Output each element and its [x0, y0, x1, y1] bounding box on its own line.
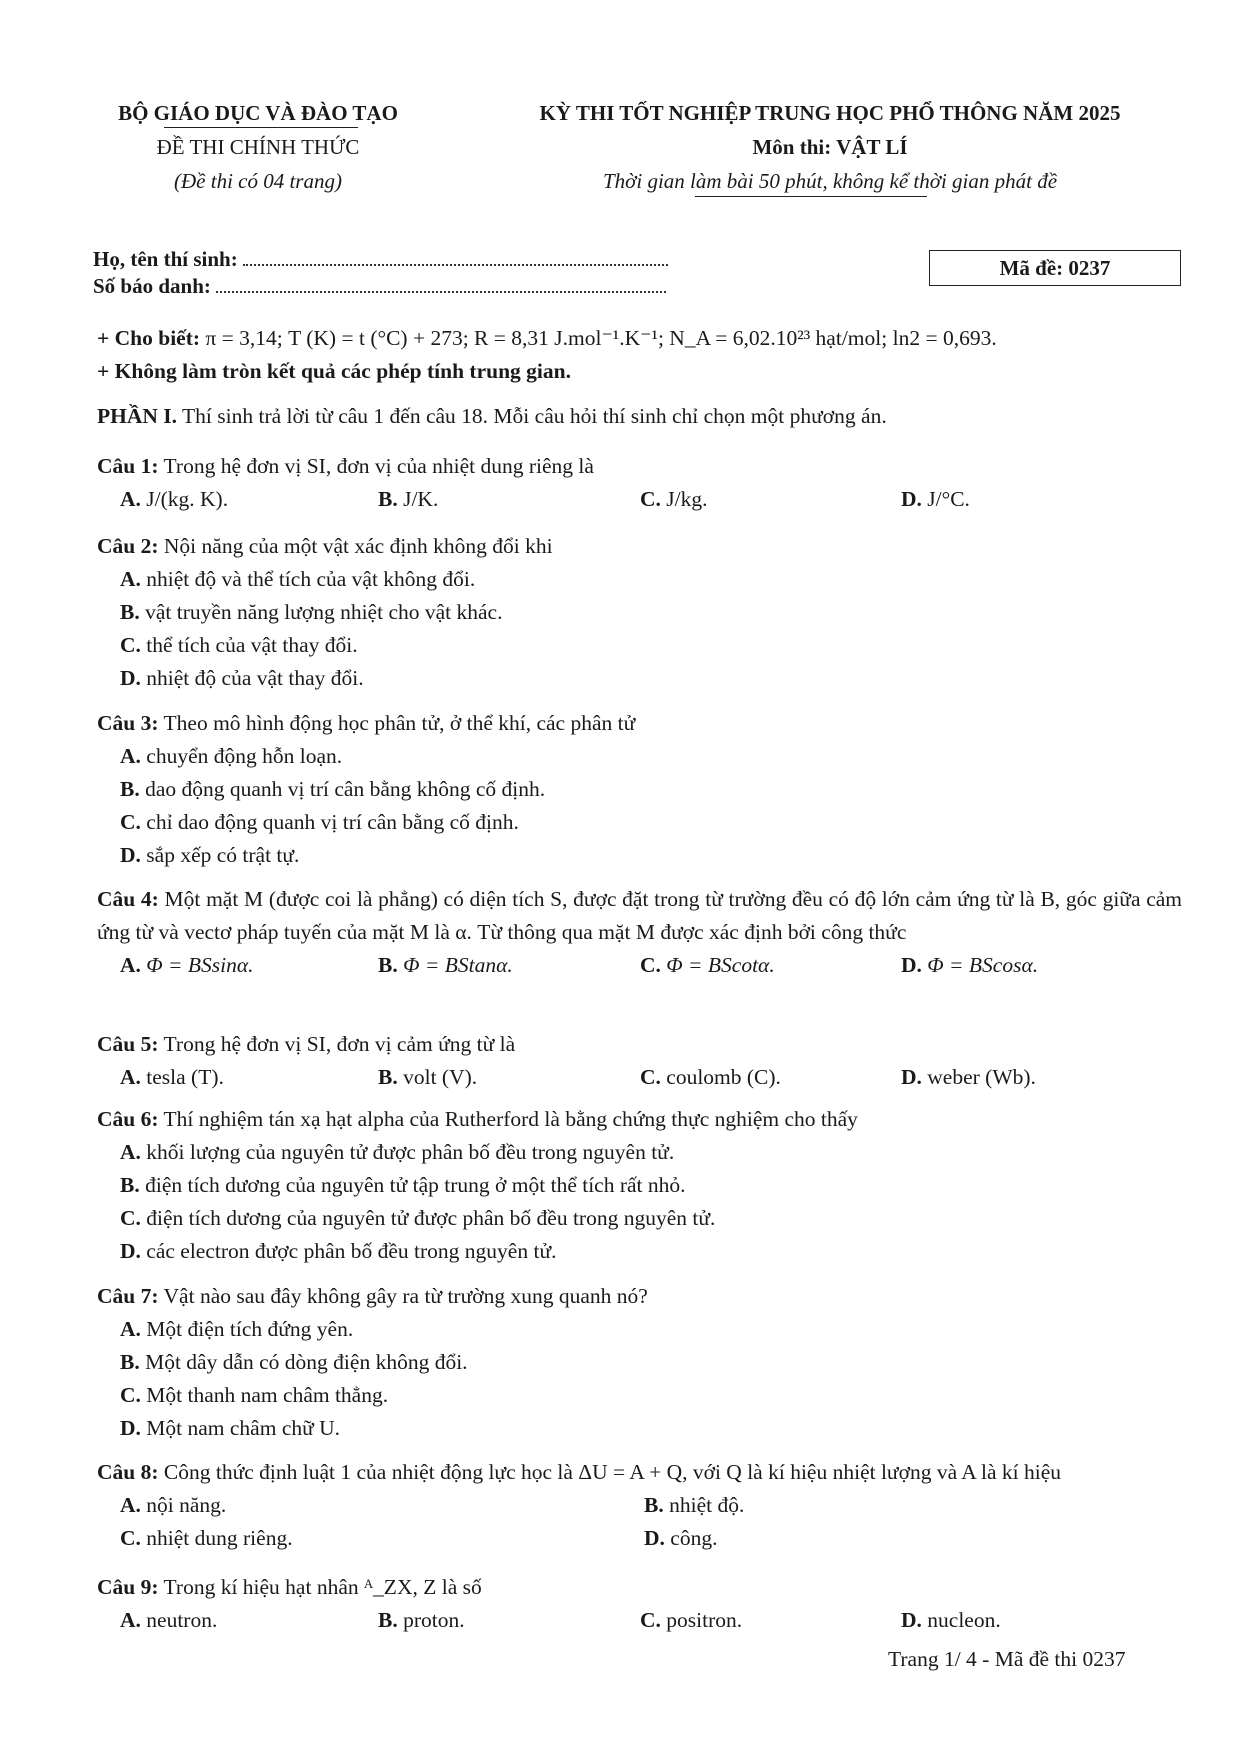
question-stem: Trong kí hiệu hạt nhân ᴬ_ZX, Z là số — [163, 1575, 482, 1599]
exam-type: ĐỀ THI CHÍNH THỨC — [156, 135, 360, 159]
option-d[interactable]: D. weber (Wb). — [901, 1065, 1036, 1089]
question-label: Câu 8: — [97, 1460, 159, 1484]
given-label: + Cho biết: — [97, 326, 201, 350]
candidate-id-label: Số báo danh: — [93, 274, 211, 298]
option-d[interactable]: D. Φ = BScosα. — [901, 953, 1039, 977]
question-stem: Thí nghiệm tán xạ hạt alpha của Rutherford là bằng chứng thực nghiệm cho thấy — [163, 1107, 858, 1131]
const-temp: T (K) = t (°C) + 273; — [288, 326, 469, 350]
header-left — [108, 96, 408, 198]
option-a[interactable]: A. nội năng. — [120, 1493, 227, 1517]
question-3 — [97, 707, 635, 872]
option-a[interactable]: A. J/(kg. K). — [120, 487, 229, 511]
question-label: Câu 5: — [97, 1032, 159, 1056]
option-b[interactable]: B. dao động quanh vị trí cân bằng không cố định. — [120, 777, 546, 801]
time-note: Thời gian làm bài 50 phút, không kể thời gian phát đề — [602, 169, 1058, 193]
question-5 — [97, 1028, 1036, 1094]
exam-code-label: Mã đề: — [999, 256, 1064, 280]
question-2 — [97, 530, 553, 695]
question-label: Câu 9: — [97, 1575, 159, 1599]
option-b[interactable]: B. proton. — [378, 1608, 465, 1632]
question-label: Câu 1: — [97, 454, 159, 478]
option-b[interactable]: B. Một dây dẫn có dòng điện không đổi. — [120, 1350, 468, 1374]
option-b[interactable]: B. nhiệt độ. — [644, 1493, 745, 1517]
pages-note: (Đề thi có 04 trang) — [174, 169, 342, 193]
question-stem: Trong hệ đơn vị SI, đơn vị của nhiệt dung riêng là — [163, 454, 594, 478]
subject-name: VẬT LÍ — [836, 135, 908, 159]
question-label: Câu 7: — [97, 1284, 159, 1308]
candidate-id-field[interactable] — [216, 277, 666, 293]
option-d[interactable]: D. các electron được phân bố đều trong nguyên tử. — [120, 1239, 557, 1263]
option-d[interactable]: D. nucleon. — [901, 1608, 1001, 1632]
option-a[interactable]: A. Φ = BSsinα. — [120, 953, 254, 977]
option-a[interactable]: A. nhiệt độ và thể tích của vật không đổi. — [120, 567, 476, 591]
option-a[interactable]: A. Một điện tích đứng yên. — [120, 1317, 354, 1341]
question-8 — [97, 1456, 1061, 1555]
option-c[interactable]: C. thể tích của vật thay đổi. — [120, 633, 358, 657]
question-9 — [97, 1571, 1001, 1637]
candidate-name-field[interactable] — [243, 250, 668, 266]
question-label: Câu 6: — [97, 1107, 159, 1131]
question-4 — [97, 883, 1182, 982]
option-c[interactable]: C. J/kg. — [640, 487, 708, 511]
question-stem: Nội năng của một vật xác định không đổi khi — [163, 534, 553, 558]
option-c[interactable]: C. điện tích dương của nguyên tử được phân bố đều trong nguyên tử. — [120, 1206, 716, 1230]
const-avogadro: N_A = 6,02.10²³ hạt/mol; — [669, 326, 888, 350]
question-stem: Một mặt M (được coi là phẳng) có diện tích S, được đặt trong từ trường đều có độ lớn cảm ứng từ là B, góc giữa cảm ứng từ và vectơ pháp tuyến của mặt M là α. Từ thông qua mặt M được xác định bởi công thức — [97, 887, 1182, 944]
option-c[interactable]: C. Φ = BScotα. — [640, 953, 775, 977]
option-a[interactable]: A. chuyển động hỗn loạn. — [120, 744, 343, 768]
question-stem: Vật nào sau đây không gây ra từ trường xung quanh nó? — [163, 1284, 648, 1308]
exam-title: KỲ THI TỐT NGHIỆP TRUNG HỌC PHỔ THÔNG NĂM 2025 — [539, 101, 1121, 125]
exam-code-box — [929, 250, 1181, 286]
question-7 — [97, 1280, 648, 1445]
option-b[interactable]: B. điện tích dương của nguyên tử tập trung ở một thể tích rất nhỏ. — [120, 1173, 686, 1197]
option-c[interactable]: C. coulomb (C). — [640, 1065, 781, 1089]
option-b[interactable]: B. Φ = BStanα. — [378, 953, 513, 977]
subject-label: Môn thi: — [752, 135, 832, 159]
option-c[interactable]: C. nhiệt dung riêng. — [120, 1526, 293, 1550]
question-stem: Công thức định luật 1 của nhiệt động lực học là ΔU = A + Q, với Q là kí hiệu nhiệt lượng và A là kí hiệu — [163, 1460, 1062, 1484]
option-d[interactable]: D. sắp xếp có trật tự. — [120, 843, 300, 867]
const-gas: R = 8,31 J.mol⁻¹.K⁻¹; — [474, 326, 664, 350]
option-c[interactable]: C. Một thanh nam châm thẳng. — [120, 1383, 389, 1407]
option-a[interactable]: A. neutron. — [120, 1608, 218, 1632]
exam-code-value: 0237 — [1068, 256, 1111, 280]
candidate-name-label: Họ, tên thí sinh: — [93, 247, 238, 271]
part-instruction: Thí sinh trả lời từ câu 1 đến câu 18. Mỗi câu hỏi thí sinh chỉ chọn một phương án. — [182, 404, 887, 428]
option-d[interactable]: D. nhiệt độ của vật thay đổi. — [120, 666, 364, 690]
candidate-info — [93, 246, 668, 300]
option-a[interactable]: A. tesla (T). — [120, 1065, 224, 1089]
rounding-note: + Không làm tròn kết quả các phép tính trung gian. — [97, 359, 571, 383]
option-c[interactable]: C. chỉ dao động quanh vị trí cân bằng cố định. — [120, 810, 519, 834]
const-ln2: ln2 = 0,693. — [892, 326, 997, 350]
question-stem: Trong hệ đơn vị SI, đơn vị cảm ứng từ là — [163, 1032, 516, 1056]
question-label: Câu 4: — [97, 887, 159, 911]
ministry-name: BỘ GIÁO DỤC VÀ ĐÀO TẠO — [118, 101, 398, 125]
given-constants — [97, 322, 997, 388]
question-1 — [97, 450, 970, 516]
part-label: PHẦN I. — [97, 404, 178, 428]
option-a[interactable]: A. khối lượng của nguyên tử được phân bố đều trong nguyên tử. — [120, 1140, 675, 1164]
option-b[interactable]: B. vật truyền năng lượng nhiệt cho vật khác. — [120, 600, 503, 624]
header-right — [500, 96, 1160, 198]
option-b[interactable]: B. volt (V). — [378, 1065, 478, 1089]
question-label: Câu 2: — [97, 534, 159, 558]
question-label: Câu 3: — [97, 711, 159, 735]
option-c[interactable]: C. positron. — [640, 1608, 743, 1632]
option-b[interactable]: B. J/K. — [378, 487, 439, 511]
const-pi: π = 3,14; — [205, 326, 283, 350]
question-stem: Theo mô hình động học phân tử, ở thể khí, các phân tử — [163, 711, 636, 735]
subject-line — [500, 130, 1160, 164]
option-d[interactable]: D. công. — [644, 1526, 718, 1550]
page-footer: Trang 1/ 4 - Mã đề thi 0237 — [888, 1647, 1126, 1671]
part-heading — [97, 404, 887, 429]
question-6 — [97, 1103, 858, 1268]
option-d[interactable]: D. J/°C. — [901, 487, 970, 511]
option-d[interactable]: D. Một nam châm chữ U. — [120, 1416, 341, 1440]
